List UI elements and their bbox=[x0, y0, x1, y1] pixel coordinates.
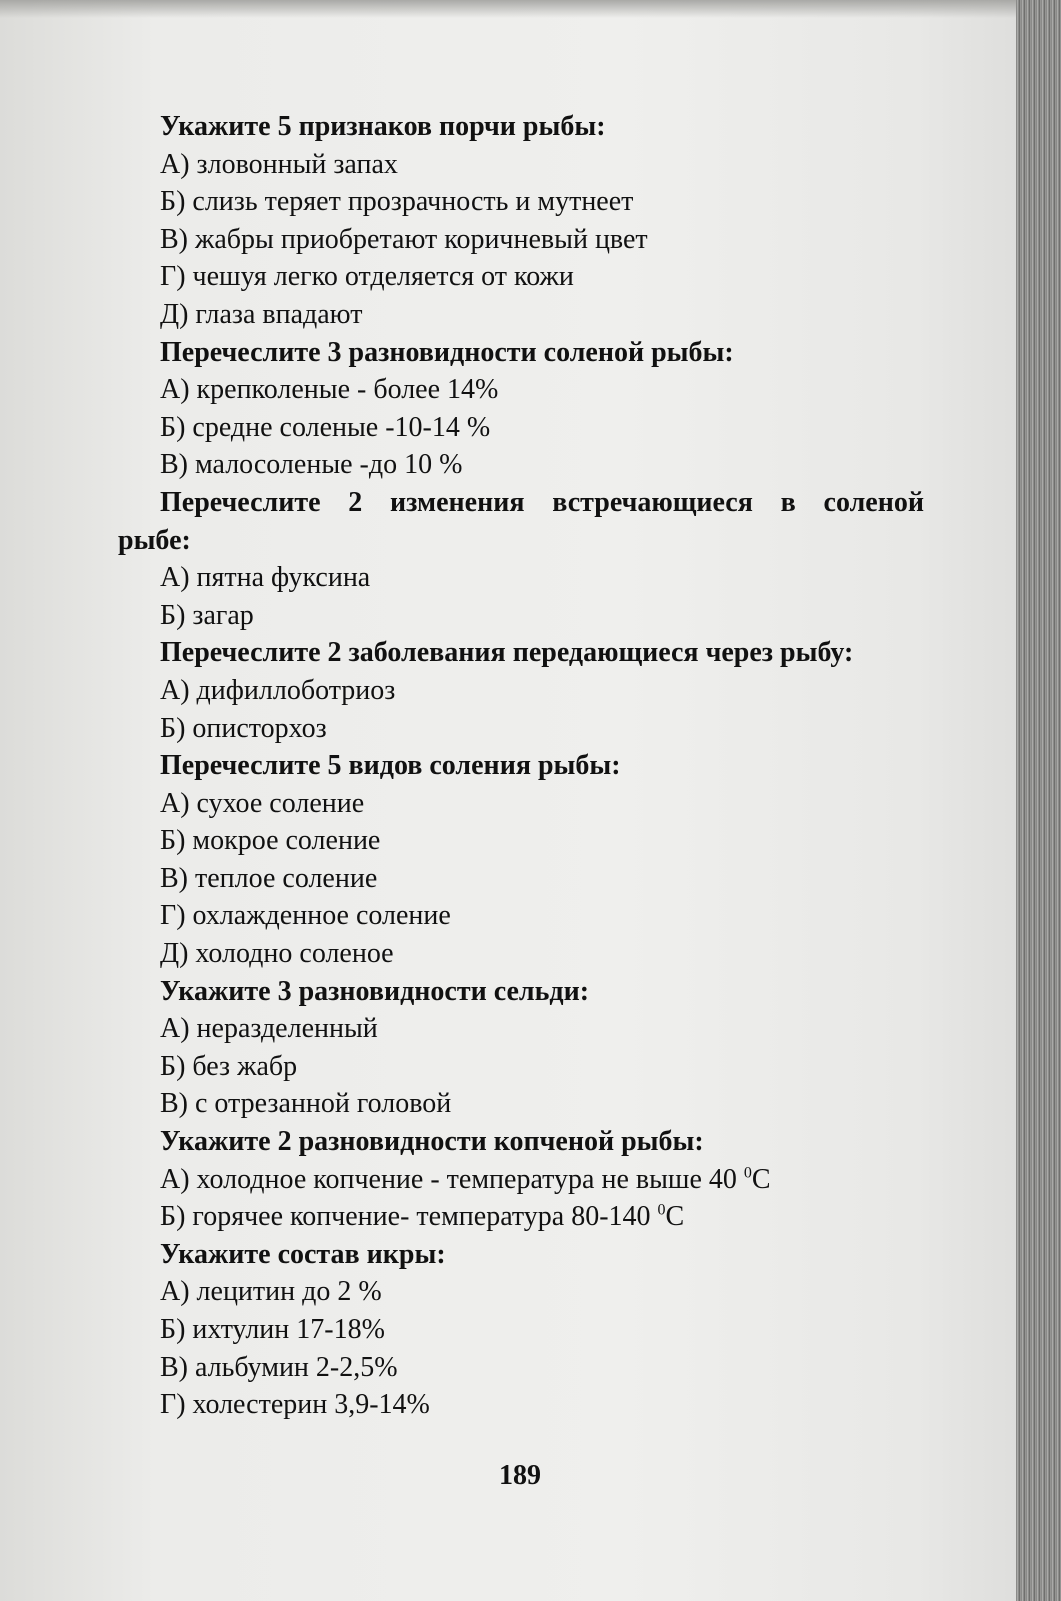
section-5-title: Перечеслите 5 видов соления рыбы: bbox=[160, 750, 621, 782]
top-shadow bbox=[0, 0, 1040, 18]
section-4-title: Перечеслите 2 заболевания передающиеся через рыбу: bbox=[160, 637, 854, 669]
section-8-item: Г) холестерин 3,9-14% bbox=[160, 1389, 430, 1421]
section-5-item: Г) охлажденное соление bbox=[160, 900, 451, 932]
section-5-item: Б) мокрое соление bbox=[160, 825, 381, 857]
section-3-item: А) пятна фуксина bbox=[160, 562, 371, 594]
page-text bbox=[118, 108, 924, 1424]
section-1-title: Укажите 5 признаков порчи рыбы: bbox=[160, 111, 606, 142]
section-6-item: А) неразделенный bbox=[160, 1013, 378, 1045]
degree-superscript: 0 bbox=[657, 1201, 666, 1219]
section-6-item: Б) без жабр bbox=[160, 1050, 298, 1082]
section-8-item: А) лецитин до 2 % bbox=[160, 1276, 382, 1308]
section-1-item: Б) слизь теряет прозрачность и мутнеет bbox=[160, 186, 634, 218]
section-1-item: Г) чешуя легко отделяется от кожи bbox=[160, 261, 574, 293]
section-1-item: А) зловонный запах bbox=[160, 148, 398, 180]
section-4-item: Б) описторхоз bbox=[160, 712, 327, 744]
section-5-item: А) сухое соление bbox=[160, 787, 365, 819]
temperature-unit: С bbox=[665, 1201, 685, 1233]
section-7-item-text: А) холодное копчение - температура не выше 40 bbox=[160, 1163, 744, 1195]
section-6-title: Укажите 3 разновидности сельди: bbox=[160, 975, 590, 1007]
degree-superscript: 0 bbox=[743, 1164, 752, 1182]
section-7-item bbox=[118, 1161, 924, 1199]
section-8-title: Укажите состав икры: bbox=[160, 1238, 446, 1270]
section-1-item: Д) глаза впадают bbox=[160, 298, 363, 330]
section-2-item: А) крепколеные - более 14% bbox=[160, 374, 499, 406]
section-2-item: Б) средне соленые -10-14 % bbox=[160, 411, 491, 443]
page-number: 189 bbox=[499, 1460, 541, 1491]
section-8-item: Б) ихтулин 17-18% bbox=[160, 1314, 385, 1345]
section-3-item: Б) загар bbox=[160, 599, 254, 631]
section-7-item-text: Б) горячее копчение- температура 80-140 bbox=[160, 1201, 658, 1233]
section-3-title-line1: Перечеслите 2 изменения встречающиеся в соленой bbox=[160, 486, 924, 518]
section-2-title: Перечеслите 3 разновидности соленой рыбы: bbox=[160, 336, 734, 368]
section-3-title-line2: рыбе: bbox=[118, 524, 191, 556]
section-7-item bbox=[118, 1198, 924, 1236]
section-2-item: В) малосоленые -до 10 % bbox=[160, 449, 463, 481]
section-1-item: В) жабры приобретают коричневый цвет bbox=[160, 223, 648, 255]
book-page-edges bbox=[1016, 0, 1061, 1601]
section-5-item: Д) холодно соленое bbox=[160, 938, 394, 970]
section-8-item: В) альбумин 2-2,5% bbox=[160, 1351, 398, 1383]
section-6-item: В) с отрезанной головой bbox=[160, 1088, 452, 1120]
section-4-item: А) дифиллоботриоз bbox=[160, 674, 396, 706]
section-7-title: Укажите 2 разновидности копченой рыбы: bbox=[160, 1126, 704, 1158]
temperature-unit: С bbox=[751, 1163, 771, 1195]
section-5-item: В) теплое соление bbox=[160, 862, 378, 894]
